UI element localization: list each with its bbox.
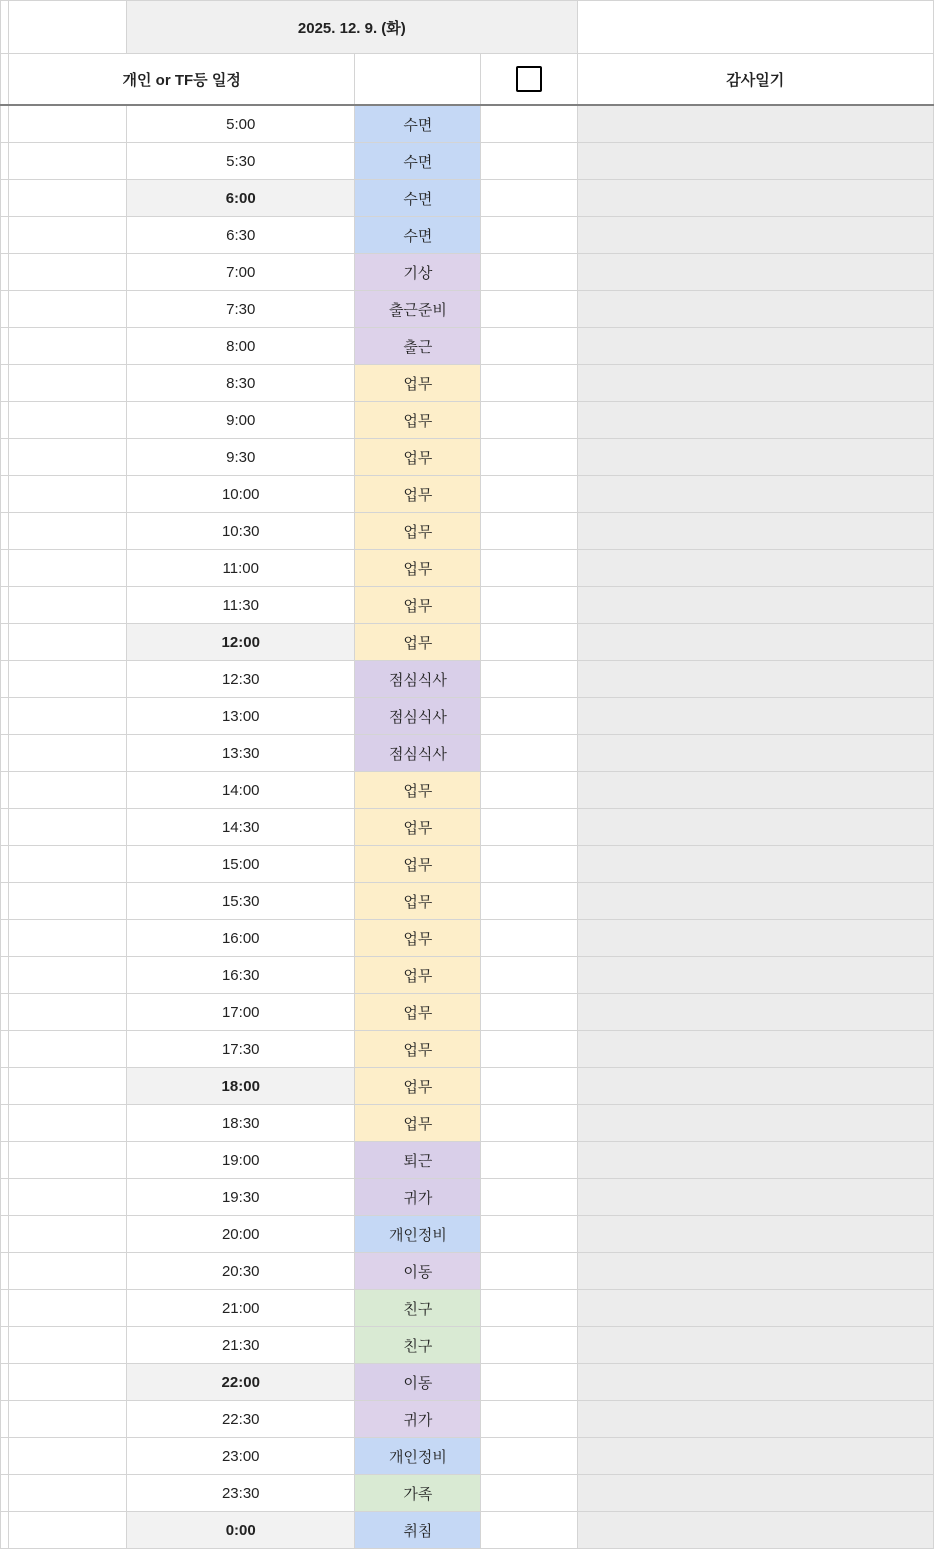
table-row bbox=[1, 1401, 934, 1438]
checkbox-cell[interactable] bbox=[481, 291, 577, 328]
journal-cell[interactable] bbox=[577, 476, 933, 513]
row-marker-cell[interactable] bbox=[1, 1327, 9, 1364]
row-marker-cell[interactable] bbox=[1, 1290, 9, 1327]
table-row bbox=[1, 1438, 934, 1475]
personal-schedule-cell[interactable] bbox=[9, 994, 127, 1031]
time-cell: 5:30 bbox=[127, 143, 355, 180]
checkbox-cell[interactable] bbox=[481, 180, 577, 217]
table-row bbox=[1, 698, 934, 735]
personal-schedule-cell[interactable] bbox=[9, 809, 127, 846]
journal-cell[interactable] bbox=[577, 1031, 933, 1068]
table-row bbox=[1, 1327, 934, 1364]
checkbox-cell[interactable] bbox=[481, 217, 577, 254]
row-marker-cell[interactable] bbox=[1, 1031, 9, 1068]
table-row bbox=[1, 1031, 934, 1068]
checkbox-cell[interactable] bbox=[481, 809, 577, 846]
table-row bbox=[1, 957, 934, 994]
personal-schedule-cell[interactable] bbox=[9, 365, 127, 402]
personal-schedule-cell[interactable] bbox=[9, 735, 127, 772]
personal-schedule-cell[interactable] bbox=[9, 772, 127, 809]
personal-schedule-cell[interactable] bbox=[9, 180, 127, 217]
row-marker-cell[interactable] bbox=[1, 1401, 9, 1438]
checkbox-cell[interactable] bbox=[481, 957, 577, 994]
journal-cell[interactable] bbox=[577, 550, 933, 587]
journal-cell[interactable] bbox=[577, 735, 933, 772]
journal-cell[interactable] bbox=[577, 661, 933, 698]
spacer-cell bbox=[1, 1, 9, 54]
checkbox-cell[interactable] bbox=[481, 143, 577, 180]
table-row bbox=[1, 550, 934, 587]
personal-schedule-cell[interactable] bbox=[9, 1105, 127, 1142]
time-cell: 7:00 bbox=[127, 254, 355, 291]
checkbox-cell[interactable] bbox=[481, 1142, 577, 1179]
checkbox-cell[interactable] bbox=[481, 624, 577, 661]
activity-cell[interactable]: 퇴근 bbox=[355, 1142, 481, 1179]
activity-cell[interactable]: 업무 bbox=[355, 587, 481, 624]
personal-schedule-cell[interactable] bbox=[9, 550, 127, 587]
journal-cell[interactable] bbox=[577, 1253, 933, 1290]
date-header-row bbox=[1, 1, 934, 54]
time-cell: 9:00 bbox=[127, 402, 355, 439]
time-cell: 17:00 bbox=[127, 994, 355, 1031]
activity-cell[interactable]: 점심식사 bbox=[355, 735, 481, 772]
checkbox-cell[interactable] bbox=[481, 1068, 577, 1105]
checkbox-cell[interactable] bbox=[481, 402, 577, 439]
personal-schedule-cell[interactable] bbox=[9, 1216, 127, 1253]
journal-cell[interactable] bbox=[577, 883, 933, 920]
checkbox-cell[interactable] bbox=[481, 1327, 577, 1364]
row-marker-cell[interactable] bbox=[1, 772, 9, 809]
table-row bbox=[1, 365, 934, 402]
table-row bbox=[1, 883, 934, 920]
table-row bbox=[1, 587, 934, 624]
personal-schedule-cell[interactable] bbox=[9, 587, 127, 624]
personal-schedule-cell[interactable] bbox=[9, 1179, 127, 1216]
table-row bbox=[1, 1142, 934, 1179]
journal-cell[interactable] bbox=[577, 1290, 933, 1327]
journal-cell[interactable] bbox=[577, 1179, 933, 1216]
row-marker-cell[interactable] bbox=[1, 328, 9, 365]
journal-cell[interactable] bbox=[577, 291, 933, 328]
table-row bbox=[1, 661, 934, 698]
personal-schedule-cell[interactable] bbox=[9, 883, 127, 920]
row-marker-cell[interactable] bbox=[1, 1142, 9, 1179]
activity-cell[interactable]: 이동 bbox=[355, 1364, 481, 1401]
row-marker-cell[interactable] bbox=[1, 143, 9, 180]
activity-cell[interactable]: 점심식사 bbox=[355, 698, 481, 735]
time-cell: 18:30 bbox=[127, 1105, 355, 1142]
row-marker-cell[interactable] bbox=[1, 217, 9, 254]
time-cell: 20:00 bbox=[127, 1216, 355, 1253]
table-row bbox=[1, 809, 934, 846]
row-marker-cell[interactable] bbox=[1, 513, 9, 550]
table-row bbox=[1, 1364, 934, 1401]
table-row bbox=[1, 1216, 934, 1253]
activity-cell[interactable]: 수면 bbox=[355, 180, 481, 217]
time-cell: 0:00 bbox=[127, 1512, 355, 1549]
time-cell: 7:30 bbox=[127, 291, 355, 328]
journal-cell[interactable] bbox=[577, 1401, 933, 1438]
table-row bbox=[1, 291, 934, 328]
journal-cell[interactable] bbox=[577, 1364, 933, 1401]
activity-cell[interactable]: 점심식사 bbox=[355, 661, 481, 698]
time-cell: 6:30 bbox=[127, 217, 355, 254]
time-cell: 21:30 bbox=[127, 1327, 355, 1364]
checkbox-cell[interactable] bbox=[481, 1364, 577, 1401]
journal-cell[interactable] bbox=[577, 105, 933, 143]
personal-schedule-cell[interactable] bbox=[9, 1142, 127, 1179]
activity-cell[interactable]: 업무 bbox=[355, 1105, 481, 1142]
journal-cell[interactable] bbox=[577, 365, 933, 402]
table-row bbox=[1, 772, 934, 809]
journal-cell[interactable] bbox=[577, 217, 933, 254]
personal-schedule-cell[interactable] bbox=[9, 328, 127, 365]
personal-schedule-cell[interactable] bbox=[9, 624, 127, 661]
table-row bbox=[1, 476, 934, 513]
checkbox-cell[interactable] bbox=[481, 1475, 577, 1512]
table-row bbox=[1, 143, 934, 180]
time-cell: 5:00 bbox=[127, 105, 355, 143]
activity-cell[interactable]: 친구 bbox=[355, 1290, 481, 1327]
journal-cell[interactable] bbox=[577, 439, 933, 476]
table-row bbox=[1, 513, 934, 550]
journal-cell[interactable] bbox=[577, 254, 933, 291]
row-marker-cell[interactable] bbox=[1, 1179, 9, 1216]
journal-cell[interactable] bbox=[577, 143, 933, 180]
journal-cell[interactable] bbox=[577, 772, 933, 809]
personal-schedule-cell[interactable] bbox=[9, 920, 127, 957]
journal-cell[interactable] bbox=[577, 1512, 933, 1549]
table-row bbox=[1, 328, 934, 365]
personal-schedule-cell[interactable] bbox=[9, 217, 127, 254]
time-cell: 13:00 bbox=[127, 698, 355, 735]
time-cell: 8:00 bbox=[127, 328, 355, 365]
checkbox-cell[interactable] bbox=[481, 1105, 577, 1142]
personal-schedule-cell[interactable] bbox=[9, 1364, 127, 1401]
table-row bbox=[1, 439, 934, 476]
time-cell: 23:00 bbox=[127, 1438, 355, 1475]
time-cell: 14:00 bbox=[127, 772, 355, 809]
checkbox-cell[interactable] bbox=[481, 1031, 577, 1068]
activity-cell[interactable]: 업무 bbox=[355, 476, 481, 513]
activity-cell[interactable]: 수면 bbox=[355, 217, 481, 254]
row-marker-cell[interactable] bbox=[1, 920, 9, 957]
row-marker-cell[interactable] bbox=[1, 1438, 9, 1475]
checkbox-cell[interactable] bbox=[481, 1438, 577, 1475]
time-cell: 9:30 bbox=[127, 439, 355, 476]
journal-cell[interactable] bbox=[577, 180, 933, 217]
table-row bbox=[1, 1512, 934, 1549]
row-marker-cell[interactable] bbox=[1, 550, 9, 587]
journal-cell[interactable] bbox=[577, 846, 933, 883]
journal-cell[interactable] bbox=[577, 698, 933, 735]
checkbox-cell[interactable] bbox=[481, 550, 577, 587]
table-row bbox=[1, 994, 934, 1031]
time-cell: 22:00 bbox=[127, 1364, 355, 1401]
activity-cell[interactable]: 귀가 bbox=[355, 1179, 481, 1216]
row-marker-cell[interactable] bbox=[1, 1512, 9, 1549]
time-cell: 19:30 bbox=[127, 1179, 355, 1216]
activity-column-header bbox=[355, 54, 481, 106]
personal-schedule-cell[interactable] bbox=[9, 143, 127, 180]
activity-cell[interactable]: 개인정비 bbox=[355, 1216, 481, 1253]
table-row bbox=[1, 846, 934, 883]
activity-cell[interactable]: 업무 bbox=[355, 624, 481, 661]
time-cell: 18:00 bbox=[127, 1068, 355, 1105]
checkbox-cell[interactable] bbox=[481, 328, 577, 365]
row-marker-cell[interactable] bbox=[1, 291, 9, 328]
row-marker-cell[interactable] bbox=[1, 180, 9, 217]
time-cell: 6:00 bbox=[127, 180, 355, 217]
table-row bbox=[1, 217, 934, 254]
checkbox-cell[interactable] bbox=[481, 1512, 577, 1549]
journal-cell[interactable] bbox=[577, 957, 933, 994]
row-marker-cell[interactable] bbox=[1, 994, 9, 1031]
personal-schedule-cell[interactable] bbox=[9, 254, 127, 291]
time-cell: 20:30 bbox=[127, 1253, 355, 1290]
spacer-cell bbox=[577, 1, 933, 54]
personal-schedule-cell[interactable] bbox=[9, 1031, 127, 1068]
table-row bbox=[1, 1068, 934, 1105]
checkbox-cell[interactable] bbox=[481, 994, 577, 1031]
activity-cell[interactable]: 업무 bbox=[355, 365, 481, 402]
activity-cell[interactable]: 취침 bbox=[355, 1512, 481, 1549]
checkbox-cell[interactable] bbox=[481, 772, 577, 809]
checkbox-cell[interactable] bbox=[481, 1290, 577, 1327]
time-cell: 10:30 bbox=[127, 513, 355, 550]
journal-cell[interactable] bbox=[577, 402, 933, 439]
activity-cell[interactable]: 출근 bbox=[355, 328, 481, 365]
time-cell: 23:30 bbox=[127, 1475, 355, 1512]
personal-schedule-cell[interactable] bbox=[9, 661, 127, 698]
checkbox-cell[interactable] bbox=[481, 254, 577, 291]
checkbox-cell[interactable] bbox=[481, 105, 577, 143]
activity-cell[interactable]: 업무 bbox=[355, 846, 481, 883]
journal-cell[interactable] bbox=[577, 587, 933, 624]
table-body bbox=[1, 1, 934, 1549]
checkbox-cell[interactable] bbox=[481, 846, 577, 883]
activity-cell[interactable]: 귀가 bbox=[355, 1401, 481, 1438]
activity-cell[interactable]: 친구 bbox=[355, 1327, 481, 1364]
time-cell: 21:00 bbox=[127, 1290, 355, 1327]
activity-cell[interactable]: 업무 bbox=[355, 513, 481, 550]
personal-schedule-cell[interactable] bbox=[9, 1253, 127, 1290]
personal-schedule-cell[interactable] bbox=[9, 698, 127, 735]
table-row bbox=[1, 735, 934, 772]
activity-cell[interactable]: 이동 bbox=[355, 1253, 481, 1290]
row-marker-cell[interactable] bbox=[1, 1475, 9, 1512]
activity-cell[interactable]: 업무 bbox=[355, 1031, 481, 1068]
row-marker-cell[interactable] bbox=[1, 698, 9, 735]
personal-schedule-cell[interactable] bbox=[9, 957, 127, 994]
time-cell: 17:30 bbox=[127, 1031, 355, 1068]
time-cell: 12:00 bbox=[127, 624, 355, 661]
journal-cell[interactable] bbox=[577, 328, 933, 365]
journal-cell[interactable] bbox=[577, 1327, 933, 1364]
row-marker-cell[interactable] bbox=[1, 957, 9, 994]
date-label: 2025. 12. 9. (화) bbox=[127, 1, 577, 54]
personal-schedule-cell[interactable] bbox=[9, 105, 127, 143]
checkbox-cell[interactable] bbox=[481, 365, 577, 402]
activity-cell[interactable]: 업무 bbox=[355, 809, 481, 846]
checkbox-column-header bbox=[481, 54, 577, 106]
personal-schedule-cell[interactable] bbox=[9, 439, 127, 476]
journal-cell[interactable] bbox=[577, 920, 933, 957]
column-header-row bbox=[1, 54, 934, 106]
time-cell: 8:30 bbox=[127, 365, 355, 402]
table-row bbox=[1, 1253, 934, 1290]
row-marker-cell[interactable] bbox=[1, 476, 9, 513]
journal-cell[interactable] bbox=[577, 1216, 933, 1253]
row-marker-cell[interactable] bbox=[1, 402, 9, 439]
checkbox-cell[interactable] bbox=[481, 698, 577, 735]
checkbox-cell[interactable] bbox=[481, 1401, 577, 1438]
activity-cell[interactable]: 업무 bbox=[355, 550, 481, 587]
checkbox-cell[interactable] bbox=[481, 883, 577, 920]
time-cell: 16:30 bbox=[127, 957, 355, 994]
journal-cell[interactable] bbox=[577, 624, 933, 661]
table-row bbox=[1, 624, 934, 661]
time-cell: 14:30 bbox=[127, 809, 355, 846]
checkbox-icon[interactable] bbox=[516, 66, 542, 92]
row-marker-cell[interactable] bbox=[1, 439, 9, 476]
personal-schedule-cell[interactable] bbox=[9, 402, 127, 439]
activity-cell[interactable]: 수면 bbox=[355, 143, 481, 180]
row-marker-cell[interactable] bbox=[1, 661, 9, 698]
personal-schedule-cell[interactable] bbox=[9, 1438, 127, 1475]
activity-cell[interactable]: 업무 bbox=[355, 883, 481, 920]
time-cell: 19:00 bbox=[127, 1142, 355, 1179]
personal-schedule-cell[interactable] bbox=[9, 1068, 127, 1105]
checkbox-cell[interactable] bbox=[481, 735, 577, 772]
journal-cell[interactable] bbox=[577, 1438, 933, 1475]
activity-cell[interactable]: 기상 bbox=[355, 254, 481, 291]
checkbox-cell[interactable] bbox=[481, 1216, 577, 1253]
activity-cell[interactable]: 업무 bbox=[355, 772, 481, 809]
spacer-cell bbox=[9, 1, 127, 54]
row-marker-cell[interactable] bbox=[1, 1068, 9, 1105]
checkbox-cell[interactable] bbox=[481, 476, 577, 513]
time-cell: 11:00 bbox=[127, 550, 355, 587]
table-row bbox=[1, 920, 934, 957]
checkbox-cell[interactable] bbox=[481, 439, 577, 476]
table-row bbox=[1, 105, 934, 143]
table-row bbox=[1, 1179, 934, 1216]
time-cell: 11:30 bbox=[127, 587, 355, 624]
schedule-column-header: 개인 or TF등 일정 bbox=[9, 54, 355, 106]
time-cell: 10:00 bbox=[127, 476, 355, 513]
activity-cell[interactable]: 개인정비 bbox=[355, 1438, 481, 1475]
checkbox-cell[interactable] bbox=[481, 1179, 577, 1216]
row-marker-cell[interactable] bbox=[1, 1105, 9, 1142]
row-marker-cell[interactable] bbox=[1, 735, 9, 772]
row-marker-cell[interactable] bbox=[1, 1253, 9, 1290]
row-marker-cell[interactable] bbox=[1, 846, 9, 883]
personal-schedule-cell[interactable] bbox=[9, 513, 127, 550]
row-marker-cell[interactable] bbox=[1, 587, 9, 624]
journal-cell[interactable] bbox=[577, 809, 933, 846]
table-row bbox=[1, 254, 934, 291]
row-marker-cell[interactable] bbox=[1, 254, 9, 291]
activity-cell[interactable]: 업무 bbox=[355, 957, 481, 994]
journal-column-header: 감사일기 bbox=[577, 54, 933, 106]
table-row bbox=[1, 1290, 934, 1327]
journal-cell[interactable] bbox=[577, 994, 933, 1031]
personal-schedule-cell[interactable] bbox=[9, 1327, 127, 1364]
personal-schedule-cell[interactable] bbox=[9, 1475, 127, 1512]
personal-schedule-cell[interactable] bbox=[9, 846, 127, 883]
time-cell: 16:00 bbox=[127, 920, 355, 957]
journal-cell[interactable] bbox=[577, 1142, 933, 1179]
activity-cell[interactable]: 업무 bbox=[355, 439, 481, 476]
table-row bbox=[1, 1475, 934, 1512]
personal-schedule-cell[interactable] bbox=[9, 291, 127, 328]
table-row bbox=[1, 180, 934, 217]
table-row bbox=[1, 1105, 934, 1142]
checkbox-cell[interactable] bbox=[481, 1253, 577, 1290]
spacer-cell bbox=[1, 54, 9, 106]
checkbox-cell[interactable] bbox=[481, 587, 577, 624]
activity-cell[interactable]: 수면 bbox=[355, 105, 481, 143]
personal-schedule-cell[interactable] bbox=[9, 1512, 127, 1549]
personal-schedule-cell[interactable] bbox=[9, 1290, 127, 1327]
checkbox-cell[interactable] bbox=[481, 920, 577, 957]
activity-cell[interactable]: 업무 bbox=[355, 402, 481, 439]
activity-cell[interactable]: 업무 bbox=[355, 920, 481, 957]
table-row bbox=[1, 402, 934, 439]
row-marker-cell[interactable] bbox=[1, 624, 9, 661]
row-marker-cell[interactable] bbox=[1, 883, 9, 920]
time-cell: 22:30 bbox=[127, 1401, 355, 1438]
time-cell: 15:00 bbox=[127, 846, 355, 883]
journal-cell[interactable] bbox=[577, 1068, 933, 1105]
row-marker-cell[interactable] bbox=[1, 365, 9, 402]
row-marker-cell[interactable] bbox=[1, 1216, 9, 1253]
journal-cell[interactable] bbox=[577, 1475, 933, 1512]
activity-cell[interactable]: 가족 bbox=[355, 1475, 481, 1512]
activity-cell[interactable]: 업무 bbox=[355, 994, 481, 1031]
personal-schedule-cell[interactable] bbox=[9, 1401, 127, 1438]
activity-cell[interactable]: 업무 bbox=[355, 1068, 481, 1105]
journal-cell[interactable] bbox=[577, 1105, 933, 1142]
activity-cell[interactable]: 출근준비 bbox=[355, 291, 481, 328]
row-marker-cell[interactable] bbox=[1, 105, 9, 143]
row-marker-cell[interactable] bbox=[1, 1364, 9, 1401]
row-marker-cell[interactable] bbox=[1, 809, 9, 846]
time-cell: 15:30 bbox=[127, 883, 355, 920]
time-cell: 13:30 bbox=[127, 735, 355, 772]
personal-schedule-cell[interactable] bbox=[9, 476, 127, 513]
time-cell: 12:30 bbox=[127, 661, 355, 698]
journal-cell[interactable] bbox=[577, 513, 933, 550]
checkbox-cell[interactable] bbox=[481, 661, 577, 698]
checkbox-cell[interactable] bbox=[481, 513, 577, 550]
